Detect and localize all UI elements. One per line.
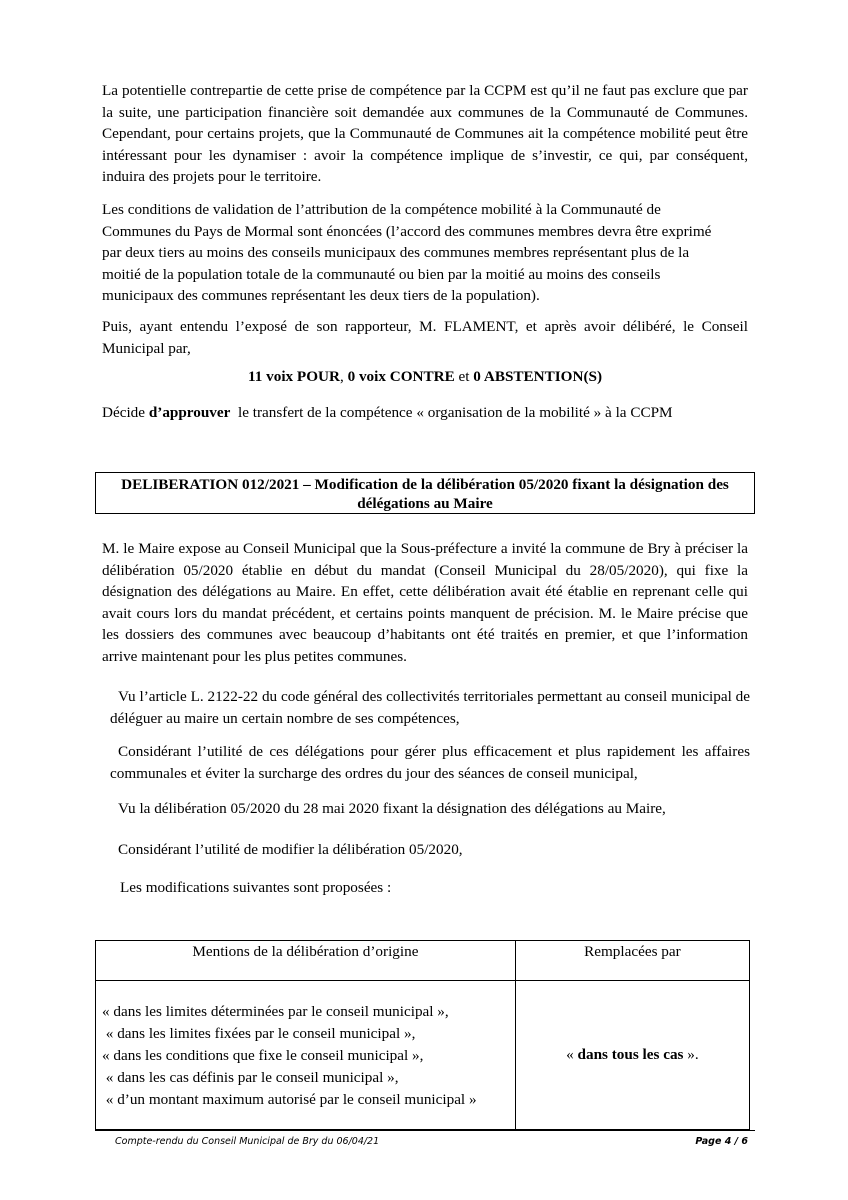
deliberation-title-line: DELIBERATION 012/2021 – Modification de la délibération 05/2020 fixant la désignation des [121,476,729,493]
replacement-close: ». [683,1046,699,1063]
decision-rest: le transfert de la compétence « organisation de la mobilité » à la CCPM [230,404,673,421]
decision-prefix: Décide [102,404,149,421]
vote-pour: 11 voix POUR [247,368,340,385]
mention-item: « dans les limites déterminées par le conseil municipal », [102,1003,449,1020]
paragraph-conditions-line: moitié de la population totale de la communauté ou bien par la moitié au moins des conseils [102,265,661,283]
table-cell-replacement [515,981,749,1130]
replacement-text: dans tous les cas [577,1046,684,1063]
modifications-table [95,940,750,1130]
paragraph-rapporteur: Puis, ayant entendu l’exposé de son rapporteur, M. FLAMENT, et après avoir délibéré, le Conseil Municipal par, [102,318,748,357]
mention-item: « dans les cas définis par le conseil municipal », [102,1069,399,1086]
table-header-replacement: Remplacées par [515,941,749,981]
table-header-origin: Mentions de la délibération d’origine [96,941,516,981]
table-row [96,981,750,1130]
table-cell-mentions [96,981,516,1130]
vote-contre: 0 voix CONTRE [347,368,455,385]
paragraph-conditions-line: municipaux des communes représentant les deux tiers de la population). [102,287,540,305]
paragraph-conditions-line: Communes du Pays de Mormal sont énoncées (l’accord des communes membres devra être exprimé [102,222,712,240]
footer-divider [95,1130,755,1131]
table-header-row [96,941,750,981]
paragraph-vu-deliberation: Vu la délibération 05/2020 du 28 mai 2020 fixant la désignation des délégations au Maire, [118,800,666,817]
footer-document-title: Compte-rendu du Conseil Municipal de Bry du 06/04/21 [115,1136,380,1147]
paragraph-modifications: Les modifications suivantes sont proposées : [120,879,392,896]
vote-abstention: 0 ABSTENTION(S) [473,368,603,385]
paragraph-expose-maire: M. le Maire expose au Conseil Municipal que la Sous-préfecture a invité la commune de Bry à préciser la délibération 05/2020 établie en début du mandat (Conseil Municipal du 28/05/2020), qui fixe la désignation des délégations au Maire. En effet, cette délibération avait été établie en reprenant celle qui avait cours lors du mandat précédent, et certains points manquent de précision. M. le Maire précise que les dossiers des communes avec beaucoup d’habitants ont été traités en premier, et que l’information arrive maintenant pour les plus petites communes. [102,540,748,665]
paragraph-conditions-line: Les conditions de validation de l’attribution de la compétence mobilité à la Communauté de [102,201,661,218]
deliberation-title-line: délégations au Maire [357,495,493,512]
paragraph-vu-article: Vu l’article L. 2122-22 du code général des collectivités territoriales permettant au conseil municipal de déléguer au maire un certain nombre de ses compétences, [110,688,750,727]
mention-item: « d’un montant maximum autorisé par le conseil municipal » [102,1091,477,1108]
replacement-open: « [566,1046,578,1063]
decision-verb: d’approuver [148,404,231,421]
paragraph-considerant-utilite: Considérant l’utilité de ces délégations pour gérer plus efficacement et plus rapidement les affaires communales et éviter la surcharge des ordres du jour des séances de conseil municipal, [110,743,750,782]
paragraph-conditions-line: par deux tiers au moins des conseils municipaux des communes membres représentant plus de la [102,244,690,262]
vote-result [102,368,748,386]
footer-page-number: Page 4 / 6 [695,1136,748,1147]
decision-text [102,402,748,424]
paragraph-conditions [102,199,748,307]
paragraph-considerant-modifier: Considérant l’utilité de modifier la délibération 05/2020, [118,841,463,858]
deliberation-title-box [95,472,755,514]
paragraph-contrepartie: La potentielle contrepartie de cette prise de compétence par la CCPM est qu’il ne faut pas exclure que par la suite, une participation financière soit demandée aux communes de la Communauté de Communes. Cependant, pour certains projets, que la Communauté de Communes ait la compétence mobilité peut être intéressant pour les dynamiser : avoir la compétence implique de s’investir, ce qui, par conséquent, induira des projets pour le territoire. [102,82,748,186]
vote-separator: et [454,368,474,385]
mention-item: « dans les limites fixées par le conseil municipal », [102,1025,416,1042]
vote-separator: , [339,368,348,385]
mention-item: « dans les conditions que fixe le conseil municipal », [102,1047,424,1064]
